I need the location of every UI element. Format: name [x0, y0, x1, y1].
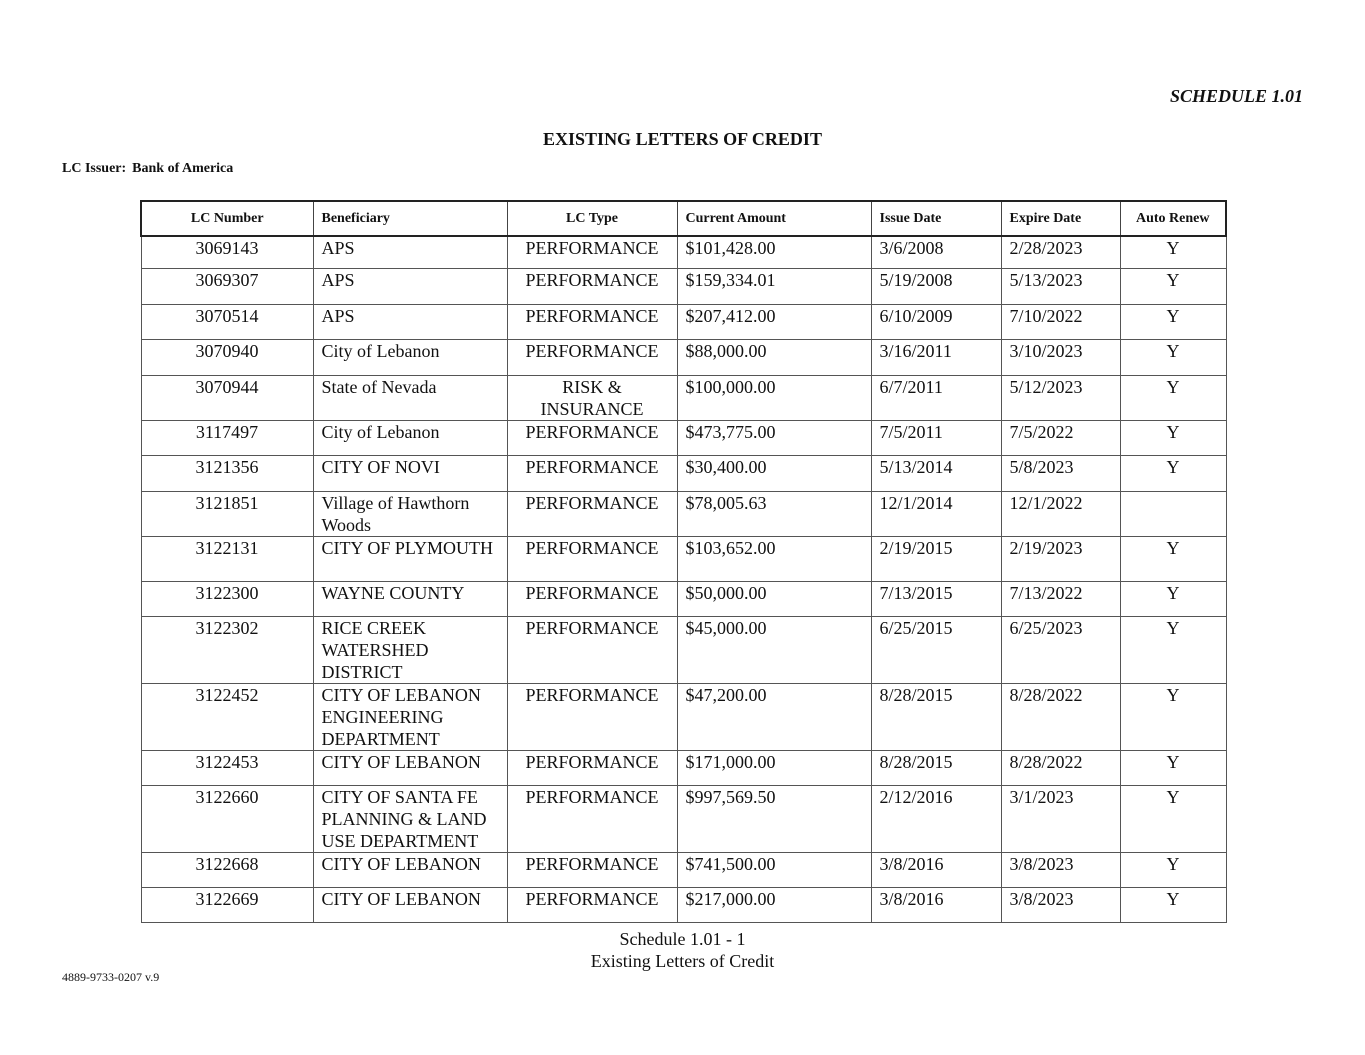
- cell-expire-date: 12/1/2022: [1001, 491, 1120, 536]
- cell-beneficiary: CITY OF SANTA FE PLANNING & LAND USE DEPARTMENT: [313, 785, 507, 852]
- cell-beneficiary: CITY OF LEBANON ENGINEERING DEPARTMENT: [313, 683, 507, 750]
- table-row: [141, 420, 1226, 455]
- cell-auto-renew: Y: [1120, 785, 1226, 852]
- header-lc-number: LC Number: [141, 201, 313, 236]
- table-row: [141, 491, 1226, 536]
- cell-issue-date: 5/19/2008: [871, 268, 1001, 304]
- cell-current-amount: $47,200.00: [677, 683, 871, 750]
- cell-lc-number: 3122131: [141, 536, 313, 581]
- cell-beneficiary: City of Lebanon: [313, 339, 507, 375]
- page-title: EXISTING LETTERS OF CREDIT: [543, 129, 822, 149]
- cell-beneficiary: City of Lebanon: [313, 420, 507, 455]
- cell-issue-date: 3/8/2016: [871, 852, 1001, 887]
- cell-current-amount: $171,000.00: [677, 750, 871, 785]
- cell-lc-number: 3122302: [141, 616, 313, 683]
- cell-expire-date: 5/8/2023: [1001, 455, 1120, 491]
- cell-lc-number: 3121356: [141, 455, 313, 491]
- table-row: [141, 375, 1226, 420]
- cell-lc-number: 3122668: [141, 852, 313, 887]
- header-expire-date: Expire Date: [1001, 201, 1120, 236]
- cell-lc-type: PERFORMANCE: [507, 236, 677, 268]
- cell-beneficiary: Village of Hawthorn Woods: [313, 491, 507, 536]
- cell-beneficiary: CITY OF PLYMOUTH: [313, 536, 507, 581]
- table-row: [141, 750, 1226, 785]
- cell-current-amount: $45,000.00: [677, 616, 871, 683]
- cell-beneficiary: RICE CREEK WATERSHED DISTRICT: [313, 616, 507, 683]
- table-row: [141, 581, 1226, 616]
- cell-expire-date: 6/25/2023: [1001, 616, 1120, 683]
- lc-issuer-value: Bank of America: [132, 161, 234, 176]
- cell-auto-renew: Y: [1120, 536, 1226, 581]
- cell-lc-type: RISK & INSURANCE: [507, 375, 677, 420]
- footer-page-number: Schedule 1.01 - 1: [619, 929, 746, 949]
- lc-issuer: [62, 161, 233, 177]
- cell-expire-date: 2/19/2023: [1001, 536, 1120, 581]
- cell-lc-number: 3070940: [141, 339, 313, 375]
- cell-issue-date: 5/13/2014: [871, 455, 1001, 491]
- cell-expire-date: 7/13/2022: [1001, 581, 1120, 616]
- cell-current-amount: $78,005.63: [677, 491, 871, 536]
- cell-lc-number: 3117497: [141, 420, 313, 455]
- table-row: [141, 268, 1226, 304]
- cell-lc-number: 3122453: [141, 750, 313, 785]
- cell-current-amount: $101,428.00: [677, 236, 871, 268]
- cell-lc-type: PERFORMANCE: [507, 683, 677, 750]
- cell-current-amount: $103,652.00: [677, 536, 871, 581]
- cell-current-amount: $207,412.00: [677, 304, 871, 339]
- cell-expire-date: 2/28/2023: [1001, 236, 1120, 268]
- cell-issue-date: 3/16/2011: [871, 339, 1001, 375]
- header-issue-date: Issue Date: [871, 201, 1001, 236]
- letters-of-credit-table: [140, 200, 1227, 923]
- cell-auto-renew: [1120, 491, 1226, 536]
- cell-auto-renew: Y: [1120, 683, 1226, 750]
- cell-issue-date: 3/8/2016: [871, 887, 1001, 922]
- cell-issue-date: 8/28/2015: [871, 683, 1001, 750]
- cell-beneficiary: CITY OF NOVI: [313, 455, 507, 491]
- cell-issue-date: 8/28/2015: [871, 750, 1001, 785]
- cell-lc-type: PERFORMANCE: [507, 750, 677, 785]
- cell-lc-number: 3122660: [141, 785, 313, 852]
- cell-issue-date: 2/12/2016: [871, 785, 1001, 852]
- cell-current-amount: $741,500.00: [677, 852, 871, 887]
- table-row: [141, 887, 1226, 922]
- footer-subtitle: Existing Letters of Credit: [590, 951, 775, 971]
- cell-lc-number: 3070514: [141, 304, 313, 339]
- cell-beneficiary: CITY OF LEBANON: [313, 852, 507, 887]
- cell-current-amount: $159,334.01: [677, 268, 871, 304]
- cell-auto-renew: Y: [1120, 375, 1226, 420]
- cell-beneficiary: APS: [313, 304, 507, 339]
- cell-expire-date: 5/12/2023: [1001, 375, 1120, 420]
- cell-expire-date: 3/8/2023: [1001, 887, 1120, 922]
- cell-issue-date: 7/5/2011: [871, 420, 1001, 455]
- header-current-amount: Current Amount: [677, 201, 871, 236]
- cell-issue-date: 3/6/2008: [871, 236, 1001, 268]
- cell-expire-date: 5/13/2023: [1001, 268, 1120, 304]
- document-code: 4889-9733-0207 v.9: [62, 970, 160, 984]
- cell-current-amount: $50,000.00: [677, 581, 871, 616]
- cell-auto-renew: Y: [1120, 236, 1226, 268]
- cell-expire-date: 8/28/2022: [1001, 683, 1120, 750]
- cell-issue-date: 7/13/2015: [871, 581, 1001, 616]
- cell-beneficiary: State of Nevada: [313, 375, 507, 420]
- cell-issue-date: 6/10/2009: [871, 304, 1001, 339]
- cell-issue-date: 2/19/2015: [871, 536, 1001, 581]
- table-row: [141, 304, 1226, 339]
- table-row: [141, 339, 1226, 375]
- cell-beneficiary: APS: [313, 236, 507, 268]
- table-body: [141, 236, 1226, 922]
- cell-beneficiary: CITY OF LEBANON: [313, 887, 507, 922]
- cell-expire-date: 3/8/2023: [1001, 852, 1120, 887]
- cell-beneficiary: CITY OF LEBANON: [313, 750, 507, 785]
- cell-lc-type: PERFORMANCE: [507, 852, 677, 887]
- cell-lc-type: PERFORMANCE: [507, 581, 677, 616]
- table-row: [141, 455, 1226, 491]
- cell-auto-renew: Y: [1120, 750, 1226, 785]
- lc-issuer-label: LC Issuer:: [62, 161, 127, 176]
- cell-lc-number: 3069307: [141, 268, 313, 304]
- cell-current-amount: $100,000.00: [677, 375, 871, 420]
- cell-lc-number: 3122669: [141, 887, 313, 922]
- cell-issue-date: 12/1/2014: [871, 491, 1001, 536]
- schedule-label: SCHEDULE 1.01: [1169, 86, 1303, 106]
- cell-lc-type: PERFORMANCE: [507, 887, 677, 922]
- cell-auto-renew: Y: [1120, 887, 1226, 922]
- table-row: [141, 236, 1226, 268]
- cell-current-amount: $217,000.00: [677, 887, 871, 922]
- cell-issue-date: 6/25/2015: [871, 616, 1001, 683]
- cell-issue-date: 6/7/2011: [871, 375, 1001, 420]
- cell-lc-number: 3122452: [141, 683, 313, 750]
- cell-auto-renew: Y: [1120, 581, 1226, 616]
- cell-expire-date: 7/10/2022: [1001, 304, 1120, 339]
- table-row: [141, 683, 1226, 750]
- table-header-row: [141, 201, 1226, 236]
- page-footer: [0, 928, 1365, 972]
- table-row: [141, 536, 1226, 581]
- cell-lc-number: 3122300: [141, 581, 313, 616]
- cell-expire-date: 7/5/2022: [1001, 420, 1120, 455]
- table-row: [141, 852, 1226, 887]
- cell-expire-date: 8/28/2022: [1001, 750, 1120, 785]
- cell-current-amount: $997,569.50: [677, 785, 871, 852]
- cell-auto-renew: Y: [1120, 339, 1226, 375]
- cell-expire-date: 3/1/2023: [1001, 785, 1120, 852]
- cell-lc-number: 3070944: [141, 375, 313, 420]
- cell-auto-renew: Y: [1120, 268, 1226, 304]
- cell-lc-type: PERFORMANCE: [507, 455, 677, 491]
- cell-lc-type: PERFORMANCE: [507, 420, 677, 455]
- cell-lc-type: PERFORMANCE: [507, 491, 677, 536]
- cell-expire-date: 3/10/2023: [1001, 339, 1120, 375]
- cell-current-amount: $473,775.00: [677, 420, 871, 455]
- cell-auto-renew: Y: [1120, 455, 1226, 491]
- cell-beneficiary: WAYNE COUNTY: [313, 581, 507, 616]
- cell-lc-type: PERFORMANCE: [507, 536, 677, 581]
- table-row: [141, 616, 1226, 683]
- cell-lc-type: PERFORMANCE: [507, 304, 677, 339]
- cell-auto-renew: Y: [1120, 616, 1226, 683]
- header-beneficiary: Beneficiary: [313, 201, 507, 236]
- header-lc-type: LC Type: [507, 201, 677, 236]
- cell-lc-type: PERFORMANCE: [507, 785, 677, 852]
- cell-auto-renew: Y: [1120, 304, 1226, 339]
- cell-lc-number: 3121851: [141, 491, 313, 536]
- table-row: [141, 785, 1226, 852]
- cell-lc-type: PERFORMANCE: [507, 268, 677, 304]
- cell-auto-renew: Y: [1120, 420, 1226, 455]
- cell-auto-renew: Y: [1120, 852, 1226, 887]
- cell-lc-type: PERFORMANCE: [507, 339, 677, 375]
- cell-lc-number: 3069143: [141, 236, 313, 268]
- header-auto-renew: Auto Renew: [1120, 201, 1226, 236]
- cell-current-amount: $30,400.00: [677, 455, 871, 491]
- cell-current-amount: $88,000.00: [677, 339, 871, 375]
- cell-lc-type: PERFORMANCE: [507, 616, 677, 683]
- cell-beneficiary: APS: [313, 268, 507, 304]
